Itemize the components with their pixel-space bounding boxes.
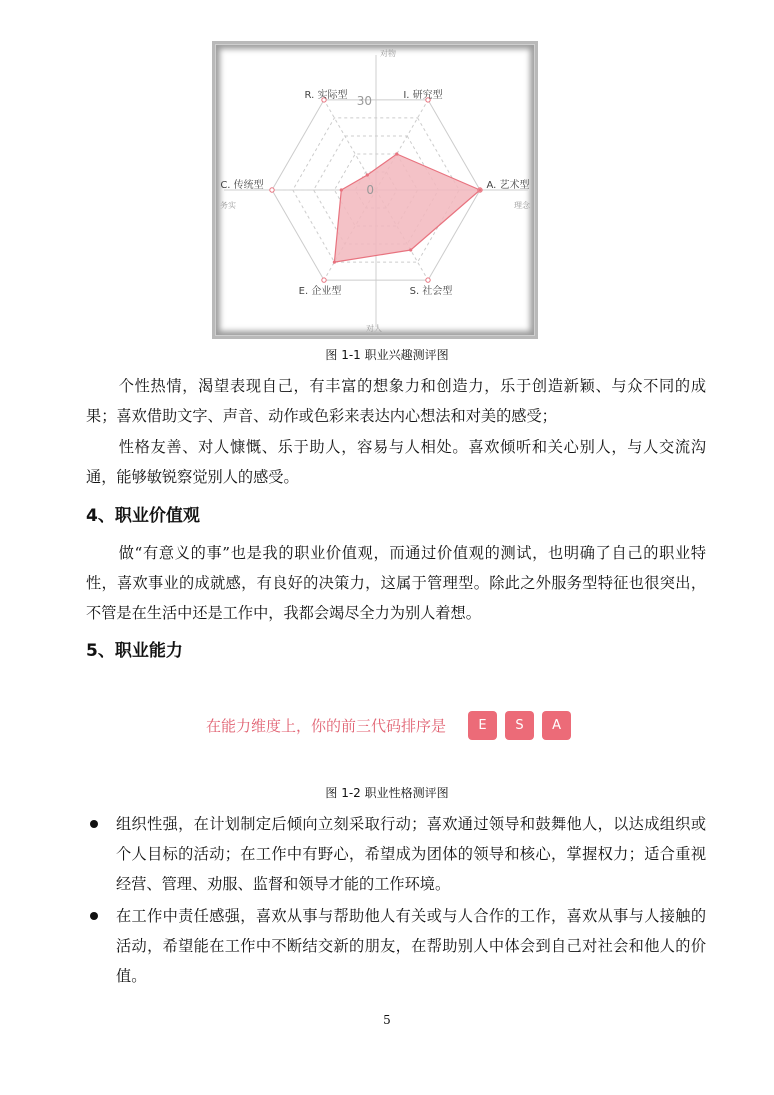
radar-data-point	[478, 188, 481, 191]
bullet-text-2: 在工作中责任感强，喜欢从事与帮助他人有关或与人合作的工作，喜欢从事与人接触的活动，希望能在工作中不断结交新的朋友，在帮助别人中体会到自己对社会和他人的价值。	[116, 907, 706, 985]
bullet-item-2	[86, 901, 706, 991]
radar-axis-label-top: 对物	[380, 49, 396, 58]
bullet-dot-icon	[90, 820, 98, 828]
code-badge-2: S	[505, 711, 534, 740]
radar-data-point	[366, 173, 369, 176]
radar-category-label: S. 社会型	[409, 286, 453, 297]
heading-career-values: 4、职业价值观	[86, 506, 200, 526]
page-number: 5	[383, 1013, 391, 1027]
radar-tick-min: 0	[366, 183, 374, 197]
ability-code-text: 在能力维度上，你的前三代码排序是	[206, 716, 447, 735]
code-badge-3: A	[542, 711, 571, 740]
radar-category-label: E. 企业型	[298, 286, 342, 297]
bullet-dot-icon	[90, 912, 98, 920]
radar-chart-frame	[215, 44, 535, 336]
radar-vertex-marker	[270, 188, 274, 192]
radar-data-area	[334, 154, 480, 262]
paragraph-values: 做“有意义的事”也是我的职业价值观，而通过价值观的测试，也明确了自己的职业特性，喜欢事业的成就感，有良好的决策力，这属于管理型。除此之外服务型特征也很突出，不管是在生活中还是工作中，我都会竭尽全力为别人着想。	[86, 544, 706, 622]
heading-career-ability: 5、职业能力	[86, 641, 183, 661]
radar-tick-max: 30	[356, 94, 372, 108]
radar-category-label: C. 传统型	[220, 180, 264, 191]
radar-axis-label-bottom: 对人	[366, 324, 382, 333]
figure1-caption: 图 1-1 职业兴趣测评图	[325, 348, 449, 362]
radar-axis-label-left: 务实	[220, 201, 236, 210]
bullet-item-1	[86, 809, 706, 899]
radar-data-point	[333, 261, 336, 264]
radar-chart	[216, 45, 534, 335]
radar-vertex-marker	[426, 278, 430, 282]
paragraph-interest-2: 性格友善、对人慷慨、乐于助人，容易与人相处。喜欢倾听和关心别人，与人交流沟通，能够敏锐察觉别人的感受。	[86, 438, 706, 486]
radar-category-label: A. 艺术型	[486, 180, 530, 191]
radar-category-label: R. 实际型	[304, 90, 348, 101]
radar-data-point	[340, 188, 343, 191]
bullet-text-1: 组织性强，在计划制定后倾向立刻采取行动；喜欢通过领导和鼓舞他人，以达成组织或个人目标的活动；在工作中有野心，希望成为团体的领导和核心，掌握权力；适合重视经营、管理、劝服、监督和领导才能的工作环境。	[116, 815, 706, 893]
paragraph-interest-1: 个性热情，渴望表现自己，有丰富的想象力和创造力，乐于创造新颖、与众不同的成果；喜欢借助文字、声音、动作或色彩来表达内心想法和对美的感受；	[86, 377, 706, 425]
radar-data-point	[395, 152, 398, 155]
radar-category-label: I. 研究型	[403, 90, 443, 101]
ability-code-row	[206, 708, 571, 742]
radar-axis-label-right: 理念	[514, 201, 530, 210]
radar-vertex-marker	[322, 278, 326, 282]
figure2-caption: 图 1-2 职业性格测评图	[325, 786, 449, 800]
radar-data-point	[409, 248, 412, 251]
code-badge-1: E	[468, 711, 497, 740]
